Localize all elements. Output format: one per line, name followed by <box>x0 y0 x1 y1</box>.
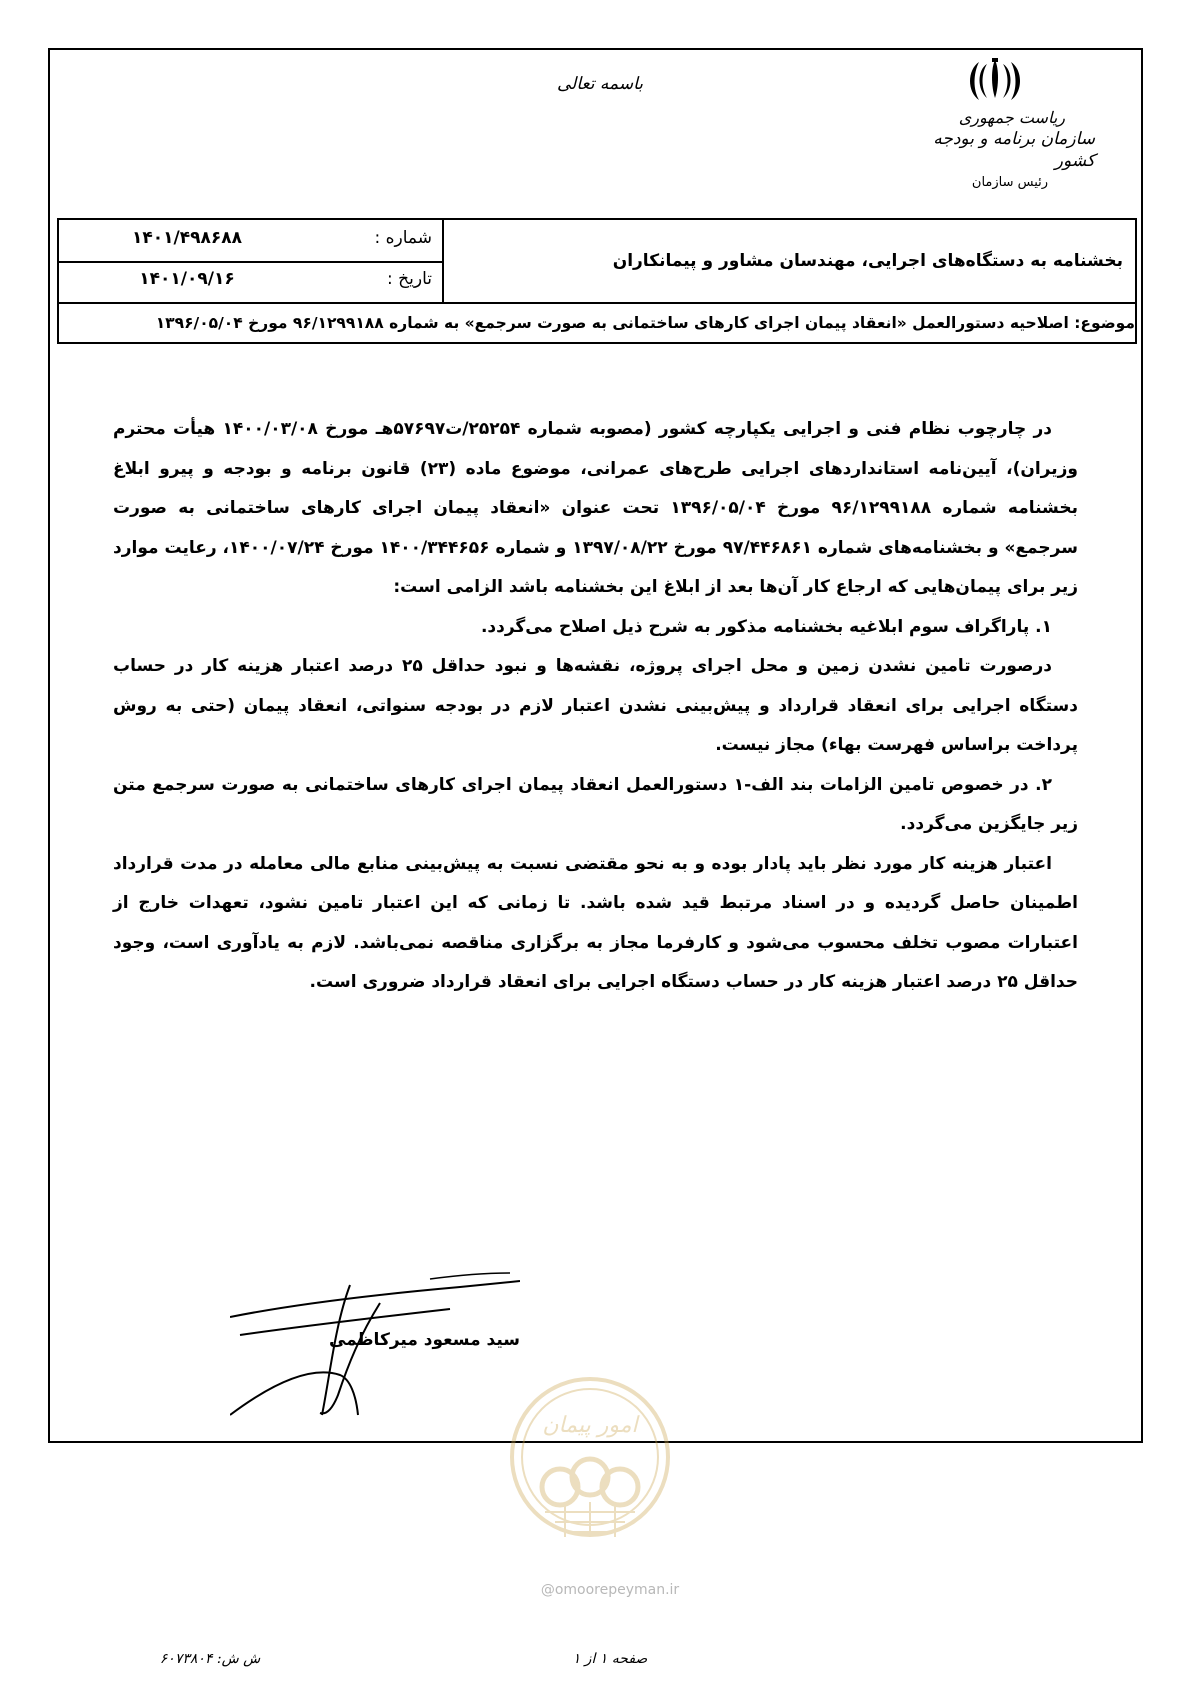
subject-line: موضوع: اصلاحیه دستورالعمل «انعقاد پیمان اجرای کارهای ساختمانی به صورت سرجمع» به شماره ۹۶/۱۲۹۹۱۸۸ مورخ ۱۳۹۶/۰۵/۰۴ <box>59 302 1137 344</box>
letter-body <box>113 410 1078 1003</box>
iran-emblem-icon <box>965 56 1025 104</box>
item-1-heading: ۱. پاراگراف سوم ابلاغیه بخشنامه مذکور به شرح ذیل اصلاح می‌گردد. <box>480 616 1052 637</box>
date-row <box>59 261 442 302</box>
org-name: سازمان برنامه و بودجه کشور <box>933 129 1095 171</box>
signer-name: سید مسعود میرکاظمی <box>328 1330 520 1350</box>
page-number: صفحه ۱ از ۱ <box>572 1651 648 1667</box>
intro-paragraph: در چارچوب نظام فنی و اجرایی یکپارچه کشور (مصوبه شماره ۲۵۲۵۴/ت۵۷۶۹۷هـ مورخ ۱۴۰۰/۰۳/۰۸ هیأت محترم وزیران)، آیین‌نامه استانداردهای اجرایی طرح‌های عمرانی، موضوع ماده (۲۳) قانون برنامه و بودجه و پیرو ابلاغ بخشنامه شماره ۹۶/۱۲۹۹۱۸۸ مورخ ۱۳۹۶/۰۵/۰۴ تحت عنوان «انعقاد پیمان اجرای کارهای ساختمانی به صورت سرجمع» و بخشنامه‌های شماره ۹۷/۴۴۶۸۶۱ مورخ ۱۳۹۷/۰۸/۲۲ و شماره ۱۴۰۰/۳۴۴۶۵۶ مورخ ۱۴۰۰/۰۷/۲۴، رعایت موارد زیر برای پیمان‌هایی که ارجاع کار آن‌ها بعد از ابلاغ این بخشنامه باشد الزامی است: <box>113 419 1078 597</box>
number-row <box>59 220 442 263</box>
org-presidency: ریاست جمهوری <box>958 108 1065 127</box>
item-2-text: اعتبار هزینه کار مورد نظر باید پادار بوده و به نحو مقتضی نسبت به پیش‌بینی منابع مالی معامله در مدت قرارداد اطمینان حاصل گردیده و در اسناد مرتبط قید شده باشد. تا زمانی که این اعتبار تامین نشود، تعهدات خارج از اعتبارات مصوب تخلف محسوب می‌شود و کارفرما مجاز به برگزاری مناقصه نمی‌باشد. لازم به یادآوری است، وجود حداقل ۲۵ درصد اعتبار هزینه کار در حساب دستگاه اجرایی برای انعقاد قرارداد ضروری است. <box>113 853 1078 992</box>
document-code: ش ش: ۶۰۷۳۸۰۴ <box>159 1651 261 1667</box>
organization-block <box>905 108 1095 194</box>
item-2-heading: ۲. در خصوص تامین الزامات بند الف-۱ دستورالعمل انعقاد پیمان اجرای کارهای ساختمانی به صورت سرجمع متن زیر جایگزین می‌گردد. <box>113 774 1078 834</box>
letter-number: ۱۴۰۱/۴۹۸۶۸۸ <box>132 228 242 248</box>
watermark-site: @omoorepeyman.ir <box>540 1582 680 1598</box>
letter-header-table <box>57 218 1137 344</box>
watermark-logo-text: امور پیمان <box>542 1413 638 1438</box>
item-1-text: درصورت تامین نشدن زمین و محل اجرای پروژه، نقشه‌ها و نبود حداقل ۲۵ درصد اعتبار هزینه کار در حساب دستگاه اجرایی برای انعقاد قرارداد و پیش‌بینی نشدن اعتبار لازم در بودجه سنواتی، انعقاد پیمان (حتی به روش پرداخت براساس فهرست بهاء) مجاز نیست. <box>113 656 1078 755</box>
watermark-logo-icon <box>505 1372 675 1572</box>
number-date-box <box>59 220 444 302</box>
number-label: شماره : <box>374 228 432 248</box>
date-label: تاریخ : <box>387 269 432 289</box>
letter-date: ۱۴۰۱/۰۹/۱۶ <box>139 269 235 289</box>
bismillah: باسمه تعالی <box>557 74 643 94</box>
recipient-line: بخشنامه به دستگاه‌های اجرایی، مهندسان مشاور و پیمانکاران <box>612 251 1123 271</box>
org-head-title: رئیس سازمان <box>971 175 1049 190</box>
